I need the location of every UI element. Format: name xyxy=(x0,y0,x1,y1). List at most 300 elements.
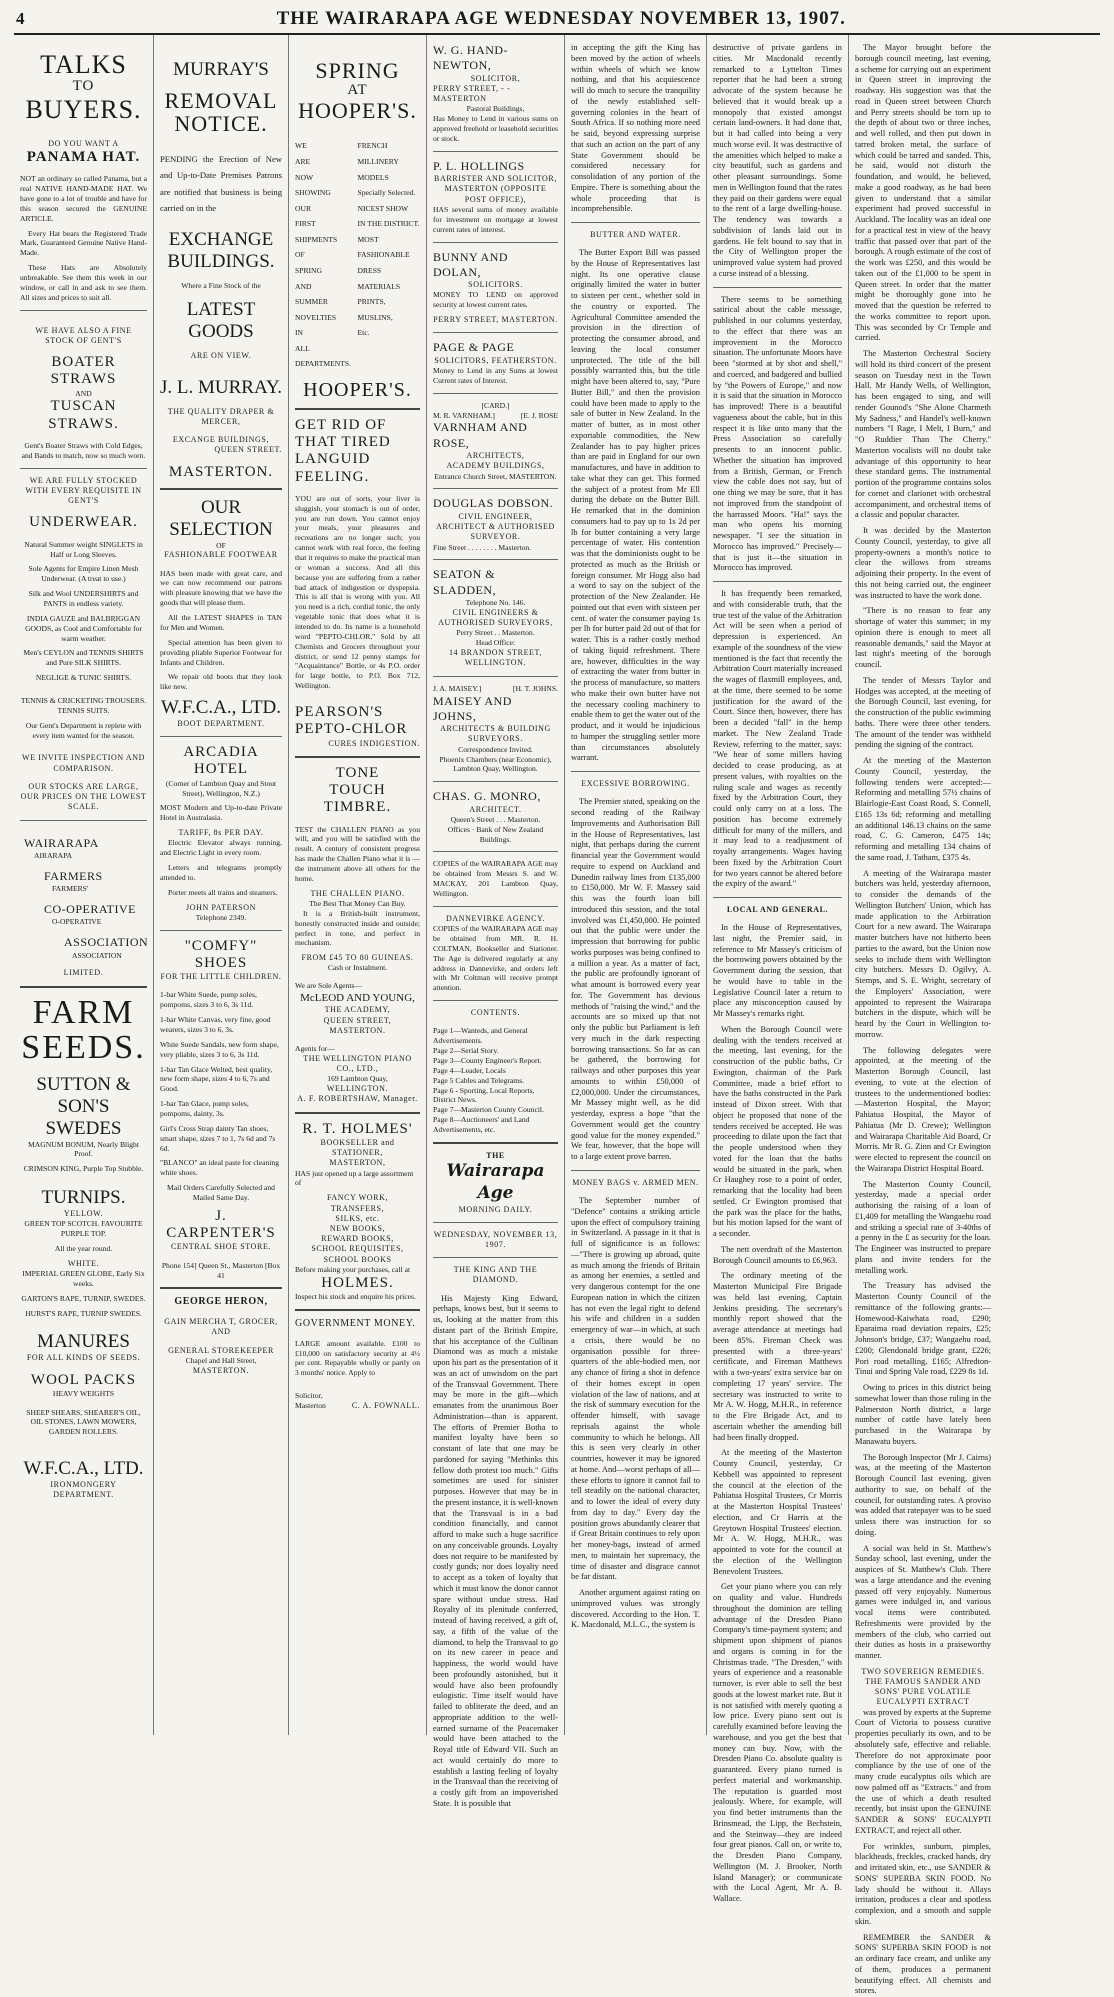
selection-heading: OUR SELECTION xyxy=(169,496,273,540)
news-item: "There is no reason to fear any shortage of water this summer; in my opinion there is enough to meet all reasonable demands," said the Mayor at last night's meeting of the borough council. xyxy=(855,606,991,669)
card-line: ARCHITECT. xyxy=(469,804,522,814)
divider xyxy=(160,930,282,931)
hoopers-line: Etc. xyxy=(357,328,370,338)
card-line: BARRISTER AND SOLICITOR, xyxy=(434,174,557,184)
card-line: SOLICITORS. xyxy=(468,280,523,290)
hoopers-line: SHOWING xyxy=(295,188,331,198)
column-5 xyxy=(565,35,707,1735)
ironmongery-label: IRONMONGERY DEPARTMENT. xyxy=(50,1479,117,1500)
partner-name: J. A. MAISEY.] xyxy=(433,683,482,693)
divider xyxy=(571,222,700,223)
association-sub: ASSOCIATION xyxy=(72,950,122,960)
footwear-heading: FASHIONABLE FOOTWEAR xyxy=(164,550,278,560)
contents-heading: CONTENTS. xyxy=(470,1008,521,1018)
hoopers-line: NICEST SHOW xyxy=(357,203,409,213)
article-text: The September number of "Defence" contains a striking article upon the effect of compulsory training in Switzerland. A passage in it that is full of significance is as follows:—"There is growing up abroad, quite as much among the friends of Britain as among her enemies, a settled and very dangerous contempt for the one European nation in which the citizen has not even the legal right to defend his wife and children in a sudden emergency of war—in which, at such a crisis, there would be no organisation possible for three-quarters of the able-bodied men, nor any chance of firing a shot in defence of their homes except in open violation of the law of nations, and at the risk of summary execution for the offender himself, with savage reprisals against the whole community to which he belongs. All this is seen very clearly in other countries, however it may be ignored at home. And—worst perhaps of all—these efforts to ignore it cannot fail to tell steadily on the national character, and to lower the ideal of every duty from day to day." Every day the position grows abundantly clearer that if Great Britain continues to rely upon her money-bags, instead of armed men, to maintain her supremacy, the time of disaster and disgrace cannot be far distant. xyxy=(571,1196,700,1582)
divider xyxy=(295,756,420,758)
column-2 xyxy=(154,35,289,1735)
address-line: EXCANGE BUILDINGS, xyxy=(172,435,270,445)
touch-heading: TOUCH xyxy=(329,782,386,799)
card-line: Fine Street . . . . . . . . Masterton. xyxy=(433,542,532,552)
wairarapa-label: WAIRARAPA xyxy=(24,835,99,850)
on-view-text: ARE ON VIEW. xyxy=(190,350,252,360)
copies-notice: COPIES of the WAIRARAPA AGE may be obtained from Messrs S. and W. MACKAY, 201 Lambton Quay, Wellington. xyxy=(433,859,558,899)
card-line: ACADEMY BUILDINGS, xyxy=(446,461,545,471)
piano-text: TEST the CHALLEN PIANO as you will, and you will be satisfied with the result. A century of consistent progress has made the Challen Piano what it is — the instrument above all others for the home. xyxy=(295,824,420,883)
underwear-item: Sole Agents for Empire Linen Mesh Underwear. (A treat to use.) xyxy=(28,564,139,584)
pepto-chlor-heading: PEPTO-CHLOR xyxy=(295,721,408,738)
divider xyxy=(295,1112,420,1114)
card-line: MASTERTON (OPPOSITE POST OFFICE), xyxy=(444,184,547,204)
masterton-label: Masterton xyxy=(295,1401,326,1410)
news-item: The tender of Messrs Taylor and Hodges was accepted, at the meeting of the Borough Council, last evening, for the construction of the public swimming baths. There were three other tenders. The amount of the tender was withheld pending the signing of the contract. xyxy=(855,675,991,750)
tariff-text: TARIFF, 8s PER DAY. xyxy=(178,828,264,838)
hoopers-line: AND xyxy=(295,281,312,291)
hoopers-line: NOVELTIES xyxy=(295,312,337,322)
wool-packs-line xyxy=(20,1372,147,1400)
shoe-item: 1-bar Tan Glace Welted, best quality, new form shape, sizes 4 to 6, 7s and Good. xyxy=(160,1064,273,1094)
news-item: A meeting of the Wairarapa master butchers was held, yesterday afternoon, to consider the demands of the Wellington Butchers' Union, which has made application to the Arbitration Court for a new award. The Wairarapa master butchers have not hitherto been parties to the award, but the Union now seeks to include them with Wellington city butchers. Messrs D. Ogilvy, A. Stemps, and S. E. Wright, secretary of the Employers' Association, were appointed to represent the Wairarapa butchers in the dispute, which will be heard by the Court in Wellington to-morrow. xyxy=(855,868,991,1039)
hoopers-line: MILLINERY xyxy=(357,157,399,166)
fownall-name: C. A. FOWNALL. xyxy=(351,1400,420,1410)
article-text: There seems to be something satirical about the cable message, published in our columns yesterday, to the effect that there was an improvement in the Morocco situation. The unfortunate Moors have been "stormed at by shot and shell," and coerced, and badgered and bullied by "the Powers of Europe," and now it is said that the situation in Morocco has improved! There is a beautiful vagueness about the cable, but in this respect it is like unto many that the Press Association so carefully presents to an innocent public. Whether the situation has improved from a British, German, or French view the cable does not say, but of one thing we may be sure, that it has not improved from the standpoint of the harrassed Moors. "Ha!" says the man who opens his morning newspaper. "I see the situation in Morocco has improved." Precisely—that is just it—the situation in Morocco has improved. xyxy=(713,294,842,573)
divider xyxy=(433,559,558,560)
association-label: ASSOCIATION xyxy=(64,935,149,950)
card-line: Queen's Street . . . Masterton. xyxy=(450,814,541,824)
cooperative-label: CO-OPERATIVE xyxy=(44,902,136,916)
shoe-item: 1-bar White Canvas, very fine, good wearers, sizes 3 to 6, 3s. xyxy=(160,1015,271,1035)
removal-text: PENDING the Erection of New and Up-to-Date Premises Patrons are notified that business is being carried on in the xyxy=(160,154,282,214)
underwear-item: INDIA GAUZE and BALBRIGGAN GOODS, as Cool and Comfortable for warm weather. xyxy=(25,613,142,643)
pepto-headline: GET RID OF xyxy=(295,416,387,433)
boot-dept-label: BOOT DEPARTMENT. xyxy=(177,718,265,728)
card-text: Money to Lend in any Sums at lowest Current rates of Interest. xyxy=(433,366,558,385)
masthead xyxy=(14,6,1100,35)
invite-text: WE INVITE INSPECTION AND COMPARISON. xyxy=(21,753,146,773)
arcadia-heading: ARCADIA HOTEL xyxy=(183,744,259,778)
divider xyxy=(433,906,558,907)
card-name: W. G. HAND-NEWTON, xyxy=(433,43,509,73)
hoopers-line: NOW xyxy=(295,172,314,182)
underwear-item: Silk and Wool UNDERSHIRTS and PANTS in endless variety. xyxy=(28,589,139,608)
sutton-heading: SUTTON & SON'S xyxy=(36,1074,131,1117)
turnip-variety: GARTON'S RAPE, TURNIP, SWEDES. xyxy=(21,1293,146,1303)
dannevirke-heading: DANNEVIRKE AGENCY. xyxy=(445,913,546,923)
of-label: OF xyxy=(216,540,226,550)
hoopers-line: OUR xyxy=(295,203,312,213)
divider xyxy=(20,468,147,469)
divider xyxy=(433,151,558,152)
hoopers-line: DEPARTMENTS. xyxy=(295,359,352,369)
turnip-variety: HURST'S RAPE, TURNIP SWEDES. xyxy=(25,1308,142,1318)
jl-murray-heading: J. L. MURRAY. xyxy=(160,376,282,398)
holmes-item: REWARD BOOKS, xyxy=(321,1234,394,1244)
divider xyxy=(571,1170,700,1171)
divider xyxy=(20,986,147,988)
arcadia-text: Letters and telegrams promptly attended to. xyxy=(160,863,282,882)
contents-entry: Page 2—Serial Story. xyxy=(433,1046,499,1056)
timbre-heading: TIMBRE. xyxy=(323,799,392,816)
hoopers-line: PRINTS, xyxy=(357,297,386,307)
tuscan-heading: TUSCAN STRAWS. xyxy=(48,398,119,432)
before-text: Before making your purchases, call at xyxy=(295,1264,411,1274)
divider xyxy=(20,820,147,821)
hoopers-footer: HOOPER'S. xyxy=(303,378,412,401)
cooperative-sub: O-OPERATIVE xyxy=(52,917,102,927)
pepto-headline: FEELING. xyxy=(295,468,370,485)
pepto-headline: THAT TIRED xyxy=(295,434,391,451)
swede-variety: CRIMSON KING, Purple Top Stubble. xyxy=(23,1164,144,1174)
hoopers-offer-grid xyxy=(295,138,420,371)
fownall-line xyxy=(295,1391,420,1411)
column-7 xyxy=(849,35,997,1996)
masthead-the: THE xyxy=(486,1150,505,1160)
shoe-item: 1-bar Tan Glace, pump soles, pompoms, dainty, 3s. xyxy=(160,1099,249,1119)
contents-entry: Page 3—County Engineer's Report. xyxy=(433,1055,542,1065)
article-text: The Premier stated, speaking on the second reading of the Railway Improvements and Authorisation Bill in the House of Representatives, last night, that perhaps during the current financial year the Government would require to expend on Auckland and Dunedin railway lines from £135,000 to £150,000. Mr W. F. Massey said this was the fourth loan bill introduced this session, and the total involved was £1,450,000. He pointed out that the public were under the impression that borrowing for public works purposes was being confined to a million a year. As a matter of fact, the public are profoundly ignorant of what amount is borrowed every year for. The Government has devious methods of "raising the wind," and the accounts are so mixed up that not only the public but Parliament is left very much in the dark respecting borrowing transactions. So far as can be gathered, the borrowing for railways and other purposes this year amounts to within £50,000 of £2,000,000. Under the circumstances, Mr Massey might well, as he did yesterday, express a hope "that the Government would get the country good value for the money expended." We fear, however, that the hope will to a large extent prove barren. xyxy=(571,797,700,1162)
hoopers-line: SHIPMENTS xyxy=(295,234,338,244)
swede-variety: MAGNUM BONUM, Nearly Blight Proof. xyxy=(28,1139,139,1159)
agents-for-label: Agents for— xyxy=(295,1043,335,1053)
academy-label: THE ACADEMY, xyxy=(324,1005,391,1015)
card-line: ARCHITECTS & BUILDING SURVEYORS. xyxy=(440,724,551,744)
news-item: Get your piano where you can rely on quality and value. Hundreds throughout the dominion are telling advantage of the Dresden Piano Company's time-payment system; and shipment upon shipment of pianos and organs is coming in for the Christmas trade. "The Dresden," with years of experience and a reasonable turnover, is ever able to sell the best goods at the lowest market rate. But it is not satisfied with merely quoting a low price. Every piano sent out is carefully examined before leaving the warehouse, and you get the best that money can buy. Now, with the Dresden Piano Co. absolute quality is guaranteed. Every piano turned is perfect material and workmanship. The reputation is guarded most jealously. Where, for example, will you find better instruments than the Brinsmead, the Lipp, the Bechstein, and the Steinway—they are indeed four great pianos. Call on, or write to, the Dresden Piano Company, Wellington (M. J. Brooker, North Island Manager); or communicate with the Local Agent, Mr A. B. Wallace. xyxy=(713,1582,842,1904)
remedies-text: was proved by experts at the Supreme Court of Victoria to possess curative properties peculiarly its own, and to be absolutely safe, effective and reliable. Therefore do not approximate poor compliance by the use of one of the many crude eucalyptus oils which are now palmed off as "Extracts." and from the use of which a death resulted recently, but insist upon the GENUINE SANDER & SONS' EUCALYPTI EXTRACT, and reject all other. xyxy=(855,1707,991,1835)
news-item: Owing to prices in this district being somewhat lower than those ruling in the Palmerston North district, a large number of cattle have lately been purchased in the Wairarapa by Manawatu buyers. xyxy=(855,1383,991,1446)
card-line: Entrance Church Street, MASTERTON. xyxy=(434,471,557,481)
card-name: VARNHAM AND ROSE, xyxy=(433,420,528,450)
heavy-weights-label: HEAVY WEIGHTS xyxy=(52,1388,115,1398)
hoopers-line: FIRST xyxy=(295,219,316,229)
morning-daily-label: MORNING DAILY. xyxy=(458,1204,533,1214)
best-money-text: The Best That Money Can Buy. xyxy=(309,898,406,908)
masterton-heading: MASTERTON. xyxy=(168,463,274,480)
card-text: HAS several sums of money available for investment on mortgage at lowest current rates of interest. xyxy=(433,204,558,234)
contents-list xyxy=(433,1026,558,1134)
article-text: The Butter Export Bill was passed by the House of Representatives last night. Its one operative clause originally limited the water in butter to sixteen per cent., whether sold in the country or exported. The Agricultural Committee amended the provision in the direction of protecting the consumer abroad, and leaving the local consumer unprotected. The title of the bill possibly warranted this, but the title might have been altered to, say, "Pure Butter Bill," and then the provision could have been made to apply to the sale of butter in New Zealand. In the matter of butter, as in most other exportable commodities, the New Zealander has to pay higher prices than are paid in England for our own manufactures, and have in addition to take what they can get. This formed the subject of a protest from Mr Ell during the debate on the Butter Bill. He remarked that in the dominion consumers had to pay up to 1s 2d per lb for butter containing a very large percentage of water. His contention was that the dominionists ought to be protected as much as the British or foreign consumer. Mr Hogg also had a word to say on the subject of the protection of the New Zealander. He pointed out that even with sixteen per cent. of water the consumer paying 1s per lb for butter paid 2d out of that for water. This is a rather costly method of taking liquid refreshment. There are, however, difficulties in the way of extracting the water from butter in the process of manufacture, so matters who make their own butter have not the necessary cooling machinery to enable them to get the water out of the product, and it would be injudicious to hamper the struggling settler more than circumstances absolutely warrant. xyxy=(571,248,700,763)
article-text: His Majesty King Edward, perhaps, knows best, but it seems to us, looking at the matter from this distant part of the British Empire, that his acceptance of the Cullinan Diamond was as much a mistake upon his part as the presentation of it was an act of unwisdom on the part of the Transvaal Government. There may be more in the gift—which emanates from the unanimous Boer Administration—than is apparent. The efforts of Premier Botha to manifest loyalty have been so constant of late that one may be pardoned for saying "Methinks this fellow doth protest too much." Gifts sometimes are used for sinister purposes. However that may be in the present instance, it is well-known that the Transvaal is in a bad condition financially, and cannot afford to make such a huge sacrifice on any conceivable grounds. Loyalty does not require to be manifested by costly gunds; nor does loyalty need to accept as a token of loyalty that which it must know the donor cannot spare without undue stress. Had Royalty of its plenitude conferred, instead of having received, a gift of, say, a fifth of the value of the diamond, to help the Transvaal to go on its new career in peace and happiness, the world would have been profoundly astonished, but it would have also been profoundly eulogistic. Time itself would have failed to obliterate the deed, and an appropriate addition to the well-earned surname of the Peacemaker would have been attached to the Royal title of Edward VII. Such an act would certainly do more to establish a lasting feeling of loyalty in the Transvaal than the receiving of a costly gift from an impoverished State. It is possible that xyxy=(433,1293,558,1808)
card-line: SOLICITOR, xyxy=(470,73,521,83)
card-name: CHAS. G. MONRO, xyxy=(433,789,541,804)
inspect-text: Inspect his stock and enquire his prices. xyxy=(295,1292,416,1302)
card-partners xyxy=(433,684,558,694)
news-item: The ordinary meeting of the Masterton Municipal Fire Brigade was held last evening, Captain Jenkins presiding. The secretary's monthly report showed that the average attendance at meetings had been 85%. Fireman Check was presented with a three-years' certificate, and Fireman Matthews with a two-years' extra service bar on completing 17 years' service. The secretary was instructed to write to Mr A. W. Hogg, M.H.R., in reference to the Fire Brigade Act, and to ascertain whether the amending bill had been finally dropped. xyxy=(713,1271,842,1442)
mail-orders-text: Mail Orders Carefully Selected and Mailed Same Day. xyxy=(167,1183,275,1203)
masterton-label: MASTERTON, xyxy=(329,1158,386,1168)
news-item: The following delegates were appointed, at the meeting of the Masterton Borough Council, last evening, to vote at the election of trustees to the undermentioned bodies:—Masterton Hospital, the Mayor; Pahiatua Hospital, the Mayor of Pahiatua (Mr D. Crewe); Wellington and Wairarapa Charitable Aid Board, Cr Morris. Mr R. G. Zinn and Cr Ewington were elected to represent the council on the Wairarapa District Hospital Board. xyxy=(855,1045,991,1173)
farmers-label: FARMERS xyxy=(44,868,103,883)
hoopers-line: ARE xyxy=(295,157,311,166)
farmers-sub: FARMERS' xyxy=(52,884,89,894)
remedies-heading: TWO SOVEREIGN REMEDIES. THE FAMOUS SANDER AND SONS' PURE VOLATILE EUCALYPTI EXTRACT xyxy=(861,1666,985,1707)
issue-date: WEDNESDAY, NOVEMBER 13, 1907. xyxy=(433,1229,558,1250)
draper-text: THE QUALITY DRAPER & MERCER, xyxy=(167,406,275,426)
card-name: SEATON & SLADDEN, xyxy=(433,567,496,597)
underwear-intro: WE ARE FULLY STOCKED WITH EVERY REQUISITE IN GENT'S xyxy=(25,475,142,506)
underwear-item: Natural Summer weight SINGLETS in Half or Long Sleeves. xyxy=(24,539,143,559)
arcadia-text: MOST Modern and Up-to-date Private Hotel in Australasia. xyxy=(160,803,282,823)
panama-text-3: These Hats are Absolutely unbreakable. See them this week in our window, or call in and ask to see them. All sizes and prices to suit all. xyxy=(20,263,147,302)
divider xyxy=(433,781,558,782)
tone-heading: TONE xyxy=(335,764,380,781)
exchange-heading: EXCHANGE xyxy=(168,229,274,251)
underwear-item: TENNIS & CRICKETING TROUSERS. TENNIS SUITS. xyxy=(20,695,147,715)
agents-label: We are Sole Agents— xyxy=(295,981,363,991)
hoopers-line: OF xyxy=(295,250,305,260)
shoe-item: "BLANCO" an ideal paste for cleaning white shoes. xyxy=(160,1158,280,1178)
hoopers-line: Specially Selected. xyxy=(357,188,416,198)
heron-line: GENERAL STOREKEEPER xyxy=(168,1345,274,1355)
divider xyxy=(160,736,282,737)
telephone-text: Telephone 2349. xyxy=(195,912,247,922)
card-line: Phoenix Chambers (near Economic), Lambton Quay, Wellington. xyxy=(439,754,552,774)
queen-street-label: QUEEN STREET, MASTERTON. xyxy=(323,1015,392,1035)
article-heading: BUTTER AND WATER. xyxy=(590,230,681,239)
piano-text: It is a British-built instrument, honestly constructed inside and outside; perfect in tone, and perfect in mechanism. xyxy=(295,908,420,948)
shoe-item: 1-bar White Suede, pump soles, pompoms, sizes 3 to 6, 3s 11d. xyxy=(160,990,257,1010)
turnip-variety: IMPERIAL GREEN GLOBE, Early Six weeks. xyxy=(22,1269,145,1288)
remedies-text: For wrinkles, sunburn, pimples, blackheads, freckles, cracked hands, dry and irritated skin, etc., use SANDER & SONS' SUPERBA SKIN FOOD. No lady should be without it. Allays irritation, produces a clear and spotless complexion, and a smooth and supple skin. xyxy=(855,1841,991,1926)
divider xyxy=(433,1142,558,1144)
wfca-heading: W.F.C.A., LTD. xyxy=(160,697,282,719)
local-general-heading: LOCAL AND GENERAL. xyxy=(726,905,829,914)
hoopers-line: SPRING xyxy=(295,265,323,275)
article-text: It has frequently been remarked, and with considerable truth, that the true test of the value of the Arbitration Act will be seen when a period of depression is experienced. An example of the soundness of the view mentioned is the fact that recently the Arbitration Court materially increased the wages of flaxmill employees, and, at the time, there seemed to be some justification for the award of the Court. Since then, however, there has been a decided "fall" in the hemp market. The New Zealand Trade Review, referring to the matter, says: "We hear of some millers having decided to cease producing, as at present values, with royalties on the ruling scale and wages as recently fixed by the Arbitration Court, they could only carry on at a loss. The position has become extremely difficult for many of the millers, and it may lead to a readjustment of royalty arrangements. Wages having been fixed by the Arbitration Court for two years cannot be altered before the expiry of the award." xyxy=(713,589,842,889)
card-text: MONEY TO LEND on approved security at lowest current rates. xyxy=(433,290,558,310)
contents-entry: Page 8—Auctioneers' and Land Advertisements, etc. xyxy=(433,1115,530,1134)
comfy-shoes-heading: "COMFY" SHOES xyxy=(184,937,258,971)
wairarapa-sub: AIRARAPA xyxy=(34,850,73,860)
heron-line: GAIN MERCHA T, GROCER, AND xyxy=(164,1317,278,1337)
column-4 xyxy=(427,35,565,1808)
article-text: Another argument against rating on unimproved values was strongly discovered. According to the Hon. T. K. Macdonald, M.L.C., the system is xyxy=(571,1588,700,1630)
farm-heading: FARM xyxy=(32,993,135,1031)
contents-entry: Page 4—Leader, Locals xyxy=(433,1065,506,1075)
hoopers-line: MODELS xyxy=(357,172,389,182)
hoopers-line: SUMMER xyxy=(295,297,328,307)
implements-text: SHEEP SHEARS, SHEARER'S OIL, OIL STONES, LAWN MOWERS, GARDEN ROLLERS. xyxy=(26,1407,141,1437)
hoopers-line: MOST xyxy=(357,234,379,244)
partner-name: [E. J. ROSE xyxy=(520,410,558,420)
divider xyxy=(433,1222,558,1223)
hoopers-left-list xyxy=(295,138,358,371)
page-number: 4 xyxy=(16,9,25,28)
swedes-heading: SWEDES xyxy=(45,1117,122,1139)
pepto-headline: LANGUID xyxy=(295,451,371,468)
underwear-item: NEGLIGE & TUNIC SHIRTS. xyxy=(35,673,132,683)
contents-entry: Page 1—Wanteds, and General Advertisements. xyxy=(433,1026,528,1046)
panama-intro: DO YOU WANT A xyxy=(48,138,119,148)
contents-entry: Page 5 Cables and Telegrams. xyxy=(433,1075,525,1085)
hoopers-right-list xyxy=(358,138,421,371)
hoopers-line: DRESS MATERIALS xyxy=(357,265,401,291)
wfca-logo-block xyxy=(20,836,147,961)
card-line: PERRY STREET, MASTERTON. xyxy=(433,315,558,325)
panama-heading: PANAMA HAT. xyxy=(26,149,141,166)
heron-heading: GEORGE HERON, xyxy=(174,1296,268,1308)
address-line: QUEEN STREET. xyxy=(214,445,282,455)
spring-heading: SPRING xyxy=(315,58,400,83)
news-item: A social was held in St. Matthew's Sunday school, last evening, under the auspices of St. Matthew's Club. There was a large attendance and the evening passed off very enjoyably. Numerous games were indulged in, and various vocal items were contributed. Refreshments were provided by the members of the club, who carried out their duties as hosts in a praiseworthy manner. xyxy=(855,1543,991,1660)
card-line: 14 BRANDON STREET, WELLINGTON. xyxy=(448,648,543,668)
manures-sub: FOR ALL KINDS OF SEEDS. xyxy=(26,1353,141,1363)
card-line: Perry Street . . Masterton. xyxy=(456,628,535,638)
manures-heading: MANURES xyxy=(37,1331,130,1353)
card-line: Offices · Bank of New Zealand Buildings. xyxy=(447,824,544,844)
card-line: CIVIL ENGINEERS & AUTHORISED SURVEYORS, xyxy=(438,607,553,628)
hoopers-line: FASHIONABLE xyxy=(357,250,410,260)
limited-label: LIMITED. xyxy=(63,968,104,978)
at-label: AT xyxy=(347,82,368,99)
wool-packs-heading: WOOL PACKS xyxy=(30,1371,137,1388)
partner-name: [H. T. JOHNS. xyxy=(512,683,558,693)
shoe-item: Girl's Cross Strap dainty Tan shoes, smart shape, sizes 7 to 1, 7s 6d and 7s 6d. xyxy=(160,1123,276,1153)
card-line: [CARD.] xyxy=(481,400,510,410)
hoopers-line: FRENCH xyxy=(357,141,388,151)
turnip-variety: All the year round. xyxy=(54,1243,113,1253)
card-partners xyxy=(433,411,558,421)
buyers-heading: BUYERS. xyxy=(25,94,142,124)
holmes-item: FANCY WORK, xyxy=(326,1193,389,1203)
turnips-heading: TURNIPS. xyxy=(41,1187,126,1209)
piano-address: 169 Lambton Quay, xyxy=(327,1074,388,1084)
divider xyxy=(160,1287,282,1289)
divider xyxy=(713,581,842,582)
central-store-label: CENTRAL SHOE STORE. xyxy=(170,1242,272,1252)
holmes-items xyxy=(295,1193,420,1265)
news-item: The Mayor brought before the borough council meeting, last evening, a scheme for carrying out an experiment in Queen street in improving the roadway. His suggestion was that the road in Queen street between Church and Perry streets should be torn up to the depth of about two or three inches, and well rolled, and then put down in tarred broken metal, the surface of which could be tarred and sanded. This, he said, would not disturb the foundation, and would, he believed, make a good roadway, as he had been given to understand that a similar experiment had proved successful in Auckland. The locality was an ideal one for a practical test in view of the heavy traffic that passed over that part of the borough. A rough estimate of the cost of the work was £250, and this would be taken out of the £1,000 to be spent in Queen street. In order that the matter might be thoroughly gone into he moved that the question be referred to the works committee to report upon. This was seconded by Cr Temple and carried. xyxy=(855,43,991,343)
solicitor-label: Solicitor, xyxy=(295,1391,323,1401)
card-line: Head Office: xyxy=(475,638,516,648)
holmes-footer: HOLMES. xyxy=(321,1274,394,1291)
news-item: The Borough Inspector (Mr J. Cairns) was, at the meeting of the Masterton Borough Council last evening, given authority to sue, on behalf of the council, for outstanding rates. A proviso was added that ratepayer was to be sued unless there was instruction for so doing. xyxy=(855,1452,991,1537)
card-line: Telephone No. 146. xyxy=(465,598,526,608)
white-label: WHITE. xyxy=(67,1258,100,1268)
article-heading: THE KING AND THE DIAMOND. xyxy=(453,1265,538,1285)
straws-text: Gent's Boater Straws with Cold Edges, and Bands to match, now so much worn. xyxy=(21,440,146,460)
holmes-item: SCHOOL REQUISITES, xyxy=(311,1244,404,1254)
article-text: in accepting the gift the King has been moved by the action of wheels within wheels of which we know nothing, and that his acquiescence will do much to secure the tranquility of the newly established self-governing colonies in the heart of South Africa. If so nothing more need be said, beyond expressing surprise that such an action on the part of any State Government should be considered necessary for consolidation of any portion of the Empire. There is something about the whole proceeding that is incomprehensible. xyxy=(571,43,700,214)
mcleod-heading: McLEOD AND YOUNG, xyxy=(300,992,415,1005)
news-item: The Masterton County Council, yesterday, made a special order authorising the raising of a loan of £1,409 for metalling the Wangaehu road and striking a special rate of 3-40ths of a penny in the £ as security for the loan. The Engineer was instructed to prepare plans and invite tenders for the metalling work. xyxy=(855,1179,991,1275)
fine-stock-text: Where a Fine Stock of the xyxy=(181,281,261,291)
boater-heading: BOATER STRAWS xyxy=(50,354,117,388)
card-line: SOLICITORS, FEATHERSTON. xyxy=(434,355,557,365)
prices-text: OUR STOCKS ARE LARGE, OUR PRICES ON THE LOWEST SCALE. xyxy=(20,781,147,812)
card-name: PAGE & PAGE xyxy=(433,340,515,355)
card-line: PERRY STREET, - - MASTERTON xyxy=(433,83,511,104)
article-text: destructive of private gardens in cities. Mr Macdonald recently remarked to a Lyttelton Times reporter that he had been a strong advocate of the system because he believed that it would break up a monopoly that existed amongst certain land-owners. It had done that, but it had called into being a very much worse evil. It was destructive of the amenities which helped to make a city beautiful, such as gardens and other pleasant surroundings. Some men in Wellington found that the rates they paid on their gardens were equal to the rent of a large dwelling-house. The tendency was towards a subdivision of lands laid out in gardens. He felt bound to say that in the City of Wellington proper the unimproved value system had proved a curse instead of a blessing. xyxy=(713,43,842,278)
divider xyxy=(160,488,282,490)
hoopers-line: WE xyxy=(295,141,307,151)
contents-entry: Page 7—Masterton County Council. xyxy=(433,1105,544,1115)
footwear-text: HAS been made with great care, and we can now recommend our patrons with pleasure knowing that we have the goods that will please them. xyxy=(160,568,282,608)
column-1 xyxy=(14,35,154,1735)
dannevirke-text: COPIES of the WAIRARAPA AGE may be obtained from MR. R. H. COLTMAN, Bookseller and Stationer. The Age is delivered regularly at any address in Dannevirke, and orders left with Mr Coltman will receive prompt attention. xyxy=(433,924,558,993)
seeds-heading: SEEDS. xyxy=(21,1029,146,1067)
news-item: The Masterton Orchestral Society will hold its third concert of the present season on Tuesday next in the Town Hall. Mr Handy Wells, of Wellington, has been engaged to sing, and will render Gounod's "She Alone Charmeth My Sadness," and Handel's well-known numbers "I Rage, I Melt, I Burn," and "O Ruddier Than The Cherry." Masterton vocalists will no doubt take advantage of this opportunity to hear these standard gems. The instrumental portion of the programme contains solos for cornet and clarionet with orchestral accompaniment, and orchestral items of a classic and popular character. xyxy=(855,349,991,520)
news-item: When the Borough Council were dealing with the tenders received at the meeting, last evening, for the construction of the public baths, Cr Ewington, chairman of the Park Committee, made a brief effort to have the baths constructed in the Park instead of Dixon street. With that object he proposed that none of the tenders received be accepted. He was proceeding to dilate upon the fact that the people understood when they voted for the loan that the baths would be situated in the park, when Cr Haughey rose to a point of order, remarking that the locality had been settled. Cr Ewington promised that the park was the place for the baths, but his motion lapsed for the want of a seconder. xyxy=(713,1024,842,1239)
news-item: The Treasury has advised the Masterton County Council of the remittance of the following grants:—Homewood-Kaiwhata road, £290; Eparaima road deviation repairs, £25; Johnson's bridge, £37; Wangaehu road, £200; Glendonald bridge grant, £226; Pori road metalling, £165; Alfredton-Tinui and Spring Vale road, £229 8s 1d. xyxy=(855,1281,991,1377)
news-item: At the meeting of the Masterton County Council, yesterday, Cr Kebbell was appointed to represent the council at the election of the Pahiatua Hospital Trustees, Cr Morris at the Masterton Hospital Trustees' election, and Cr Harris at the Greytown Hospital Trustees' election. Mr A. W. Hogg, M.H.R., was appointed to vote for the council at the election of the Wellington Benevolent Trustees. xyxy=(713,1448,842,1576)
hoopers-line: IN THE DISTRICT. xyxy=(357,219,420,229)
card-name: MAISEY AND JOHNS, xyxy=(433,693,512,723)
and-label: AND xyxy=(75,388,92,398)
proprietor-name: JOHN PATERSON xyxy=(186,902,256,912)
buildings-heading: BUILDINGS. xyxy=(167,251,275,273)
pepto-text: YOU are out of sorts, your liver is sluggish, your stomach is out of order, you are run down. You cannot enjoy your meals, your pleasures and recreations are no longer such; you cannot work with real force, the feeling that it requires to make the practical man or woman a success. And all this because you are suffering from a rather bad attack of indigestion or dyspepsia. This is all that is wrong with you. All you need is a rich, cordial tonic, the only vegetable tonic that does what it is intended to do. Its name is a household word "PEPTO-CHLOR." Sold by all Chemists and Grocers throughout your district, or send 12 penny stamps for "Acquaintance" Bottle, or 4s P.O. order for large bottle, to P.O. Box 712, Wellington. xyxy=(295,493,420,691)
divider xyxy=(20,310,147,311)
card-line: Pastoral Buildings, xyxy=(466,104,525,114)
column-6 xyxy=(707,35,849,1904)
to-heading: TO xyxy=(72,78,95,95)
card-text: Has Money to Lend in various sums on approved freehold or leasehold securities or stock. xyxy=(433,114,558,143)
arcadia-text: (Corner of Lambton Quay and Stout Street), Wellington, N.Z.) xyxy=(165,778,277,798)
divider xyxy=(433,676,558,677)
straws-intro: WE HAVE ALSO A FINE STOCK OF GENT'S xyxy=(35,325,132,345)
turnip-variety: GREEN TOP SCOTCH. FAVOURITE PURPLE TOP. xyxy=(24,1219,143,1239)
carpenter-heading: J. CARPENTER'S xyxy=(166,1207,276,1242)
cures-label: CURES INDIGESTION. xyxy=(328,738,420,748)
column-3 xyxy=(289,35,427,1735)
price-text: FROM £45 TO 80 GUINEAS. xyxy=(301,953,414,963)
wfca-heading: W.F.C.A., LTD. xyxy=(23,1458,144,1480)
card-name: BUNNY AND DOLAN, xyxy=(433,249,509,279)
article-heading: MONEY BAGS v. ARMED MEN. xyxy=(572,1177,699,1187)
news-item: It was decided by the Masterton County Council, yesterday, to give all property-owners a month's notice to clear the willows from streams adjoining their property. In the event of this not being carried out, the engineer was instructed to have the work done. xyxy=(855,526,991,600)
hoopers-line: MUSLINS, xyxy=(357,312,393,322)
panama-text-2: Every Hat bears the Registered Trade Mark, Guaranteed Genuine Native Hand-Made. xyxy=(20,228,147,258)
news-item: The nett overdraft of the Masterton Borough Council amounts to £6,963. xyxy=(713,1244,842,1265)
bookseller-label: BOOKSELLER and STATIONER, xyxy=(320,1137,395,1158)
card-line: CIVIL ENGINEER, ARCHITECT & AUTHORISED SURVEYOR. xyxy=(436,511,555,542)
piano-company: THE WELLINGTON PIANO CO., LTD., xyxy=(303,1053,412,1074)
manager-name: A. F. ROBERTSHAW, Manager. xyxy=(297,1094,418,1104)
footwear-text: All the LATEST SHAPES in TAN for Men and Women. xyxy=(160,613,282,632)
divider xyxy=(571,771,700,772)
hoopers-line: IN xyxy=(295,328,304,338)
holmes-item: SCHOOL BOOKS xyxy=(323,1254,392,1264)
holmes-item: TRANSFERS, xyxy=(330,1203,385,1213)
piano-city: WELLINGTON. xyxy=(326,1084,389,1094)
card-line: ARCHITECTS, xyxy=(466,451,525,461)
newspaper-name: Wairarapa Age xyxy=(446,1161,545,1203)
pearsons-heading: PEARSON'S xyxy=(295,704,384,721)
card-name: DOUGLAS DOBSON. xyxy=(433,496,554,511)
divider xyxy=(295,408,420,410)
arcadia-text: Electric Elevator always running, and Electric Light in every room. xyxy=(160,838,282,858)
hoopers-line: ALL xyxy=(295,343,310,353)
holmes-item: SILKS, etc. xyxy=(335,1213,380,1223)
holmes-text: HAS just opened up a large assortment of xyxy=(295,1168,414,1188)
talks-heading: TALKS xyxy=(40,50,127,79)
cash-text: Cash or Instalment. xyxy=(327,963,388,973)
panama-text-1: NOT an ordinary so called Panama, but a real NATIVE HAND-MADE HAT. We have gone to a lot of trouble and have for this season secured the GENUINE ARTICLE. xyxy=(20,174,147,223)
underwear-heading: UNDERWEAR. xyxy=(29,514,138,531)
notice-heading: NOTICE. xyxy=(174,110,268,136)
card-name: P. L. HOLLINGS xyxy=(433,158,525,173)
shoe-item: White Suede Sandals, new form shape, very pliable, sizes 3 to 6, 3s 11d. xyxy=(160,1039,279,1059)
divider xyxy=(295,1309,420,1311)
remedies-text: REMEMBER the SANDER & SONS' SUPERBA SKIN FOOD is not an ordinary face cream, and unlike any of them, produces a permanent beautifying effect. All chemists and stores. xyxy=(855,1932,991,1996)
divider xyxy=(433,393,558,394)
divider xyxy=(713,287,842,288)
removal-heading: REMOVAL xyxy=(164,87,278,113)
underwear-item: Our Gent's Department is replete with every item wanted for the season. xyxy=(25,720,142,740)
divider xyxy=(433,332,558,333)
newspaper-title: THE WAIRARAPA AGE WEDNESDAY NOVEMBER 13, 1907. xyxy=(276,8,846,29)
children-label: FOR THE LITTLE CHILDREN. xyxy=(160,972,282,982)
